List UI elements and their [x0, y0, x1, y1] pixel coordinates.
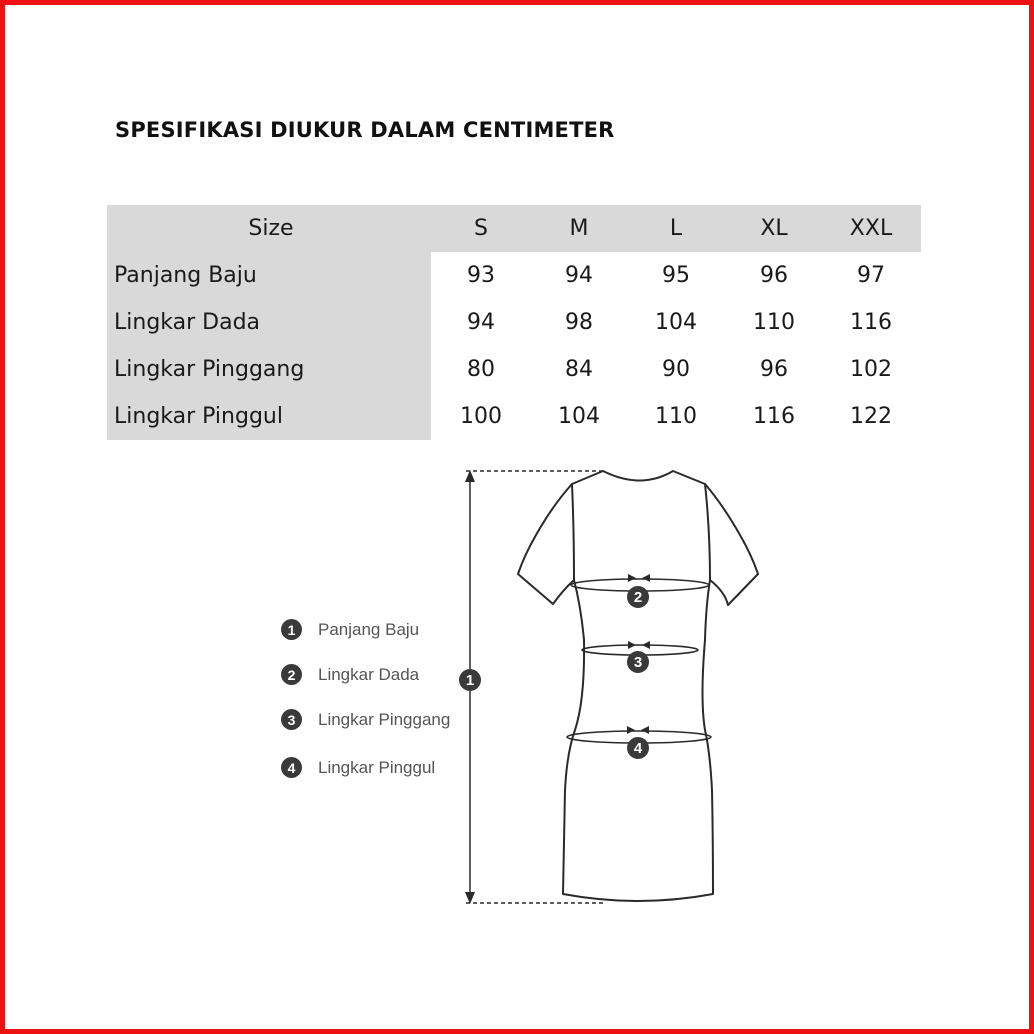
number-badge-icon: 4 [281, 757, 302, 778]
header-size-s: S [474, 216, 488, 241]
table-cell: 90 [662, 357, 690, 382]
legend-label: Lingkar Dada [318, 664, 420, 684]
row-label-lingkar-pinggang: Lingkar Pinggang [107, 346, 431, 393]
waist-marker-icon [627, 651, 649, 673]
table-cell: 96 [760, 263, 788, 288]
header-size-m: M [569, 216, 589, 241]
legend-label: Lingkar Pinggul [318, 757, 436, 777]
svg-text:3: 3 [633, 654, 643, 671]
header-size-l: L [669, 216, 683, 241]
svg-text:1: 1 [465, 672, 475, 689]
table-cell: 116 [753, 404, 795, 429]
svg-text:4: 4 [633, 740, 643, 757]
length-marker-icon [459, 669, 481, 691]
table-cell: 94 [467, 310, 495, 335]
dress-outline-icon [518, 471, 758, 901]
header-size-xl: XL [760, 216, 788, 241]
row-label-lingkar-dada: Lingkar Dada [107, 299, 431, 346]
header-size-label: Size [248, 216, 294, 241]
table-cell: 94 [565, 263, 593, 288]
header-size-xxl: XXL [849, 216, 893, 241]
chest-marker-icon [627, 586, 649, 608]
row-label-lingkar-pinggul: Lingkar Pinggul [107, 393, 431, 440]
table-cell: 104 [558, 404, 600, 429]
table-cell: 80 [467, 357, 495, 382]
table-cell: 84 [565, 357, 593, 382]
table-cell: 116 [850, 310, 892, 335]
table-cell: 98 [565, 310, 593, 335]
table-cell: 122 [850, 404, 892, 429]
number-badge-icon: 2 [281, 664, 302, 685]
table-cell: 102 [850, 357, 892, 382]
table-cell: 93 [467, 263, 495, 288]
table-cell: 104 [655, 310, 697, 335]
table-cell: 100 [460, 404, 502, 429]
page-title: SPESIFIKASI DIUKUR DALAM CENTIMETER [115, 118, 615, 142]
table-cell: 97 [857, 263, 885, 288]
number-badge-icon: 1 [281, 619, 302, 640]
legend-label: Panjang Baju [318, 619, 420, 639]
table-cell: 95 [662, 263, 690, 288]
row-label-panjang-baju: Panjang Baju [107, 252, 431, 299]
number-badge-icon: 3 [281, 709, 302, 730]
svg-text:2: 2 [633, 589, 643, 606]
table-cell: 110 [655, 404, 697, 429]
table-cell: 96 [760, 357, 788, 382]
table-cell: 110 [753, 310, 795, 335]
legend-label: Lingkar Pinggang [318, 709, 451, 729]
hip-marker-icon [627, 737, 649, 759]
